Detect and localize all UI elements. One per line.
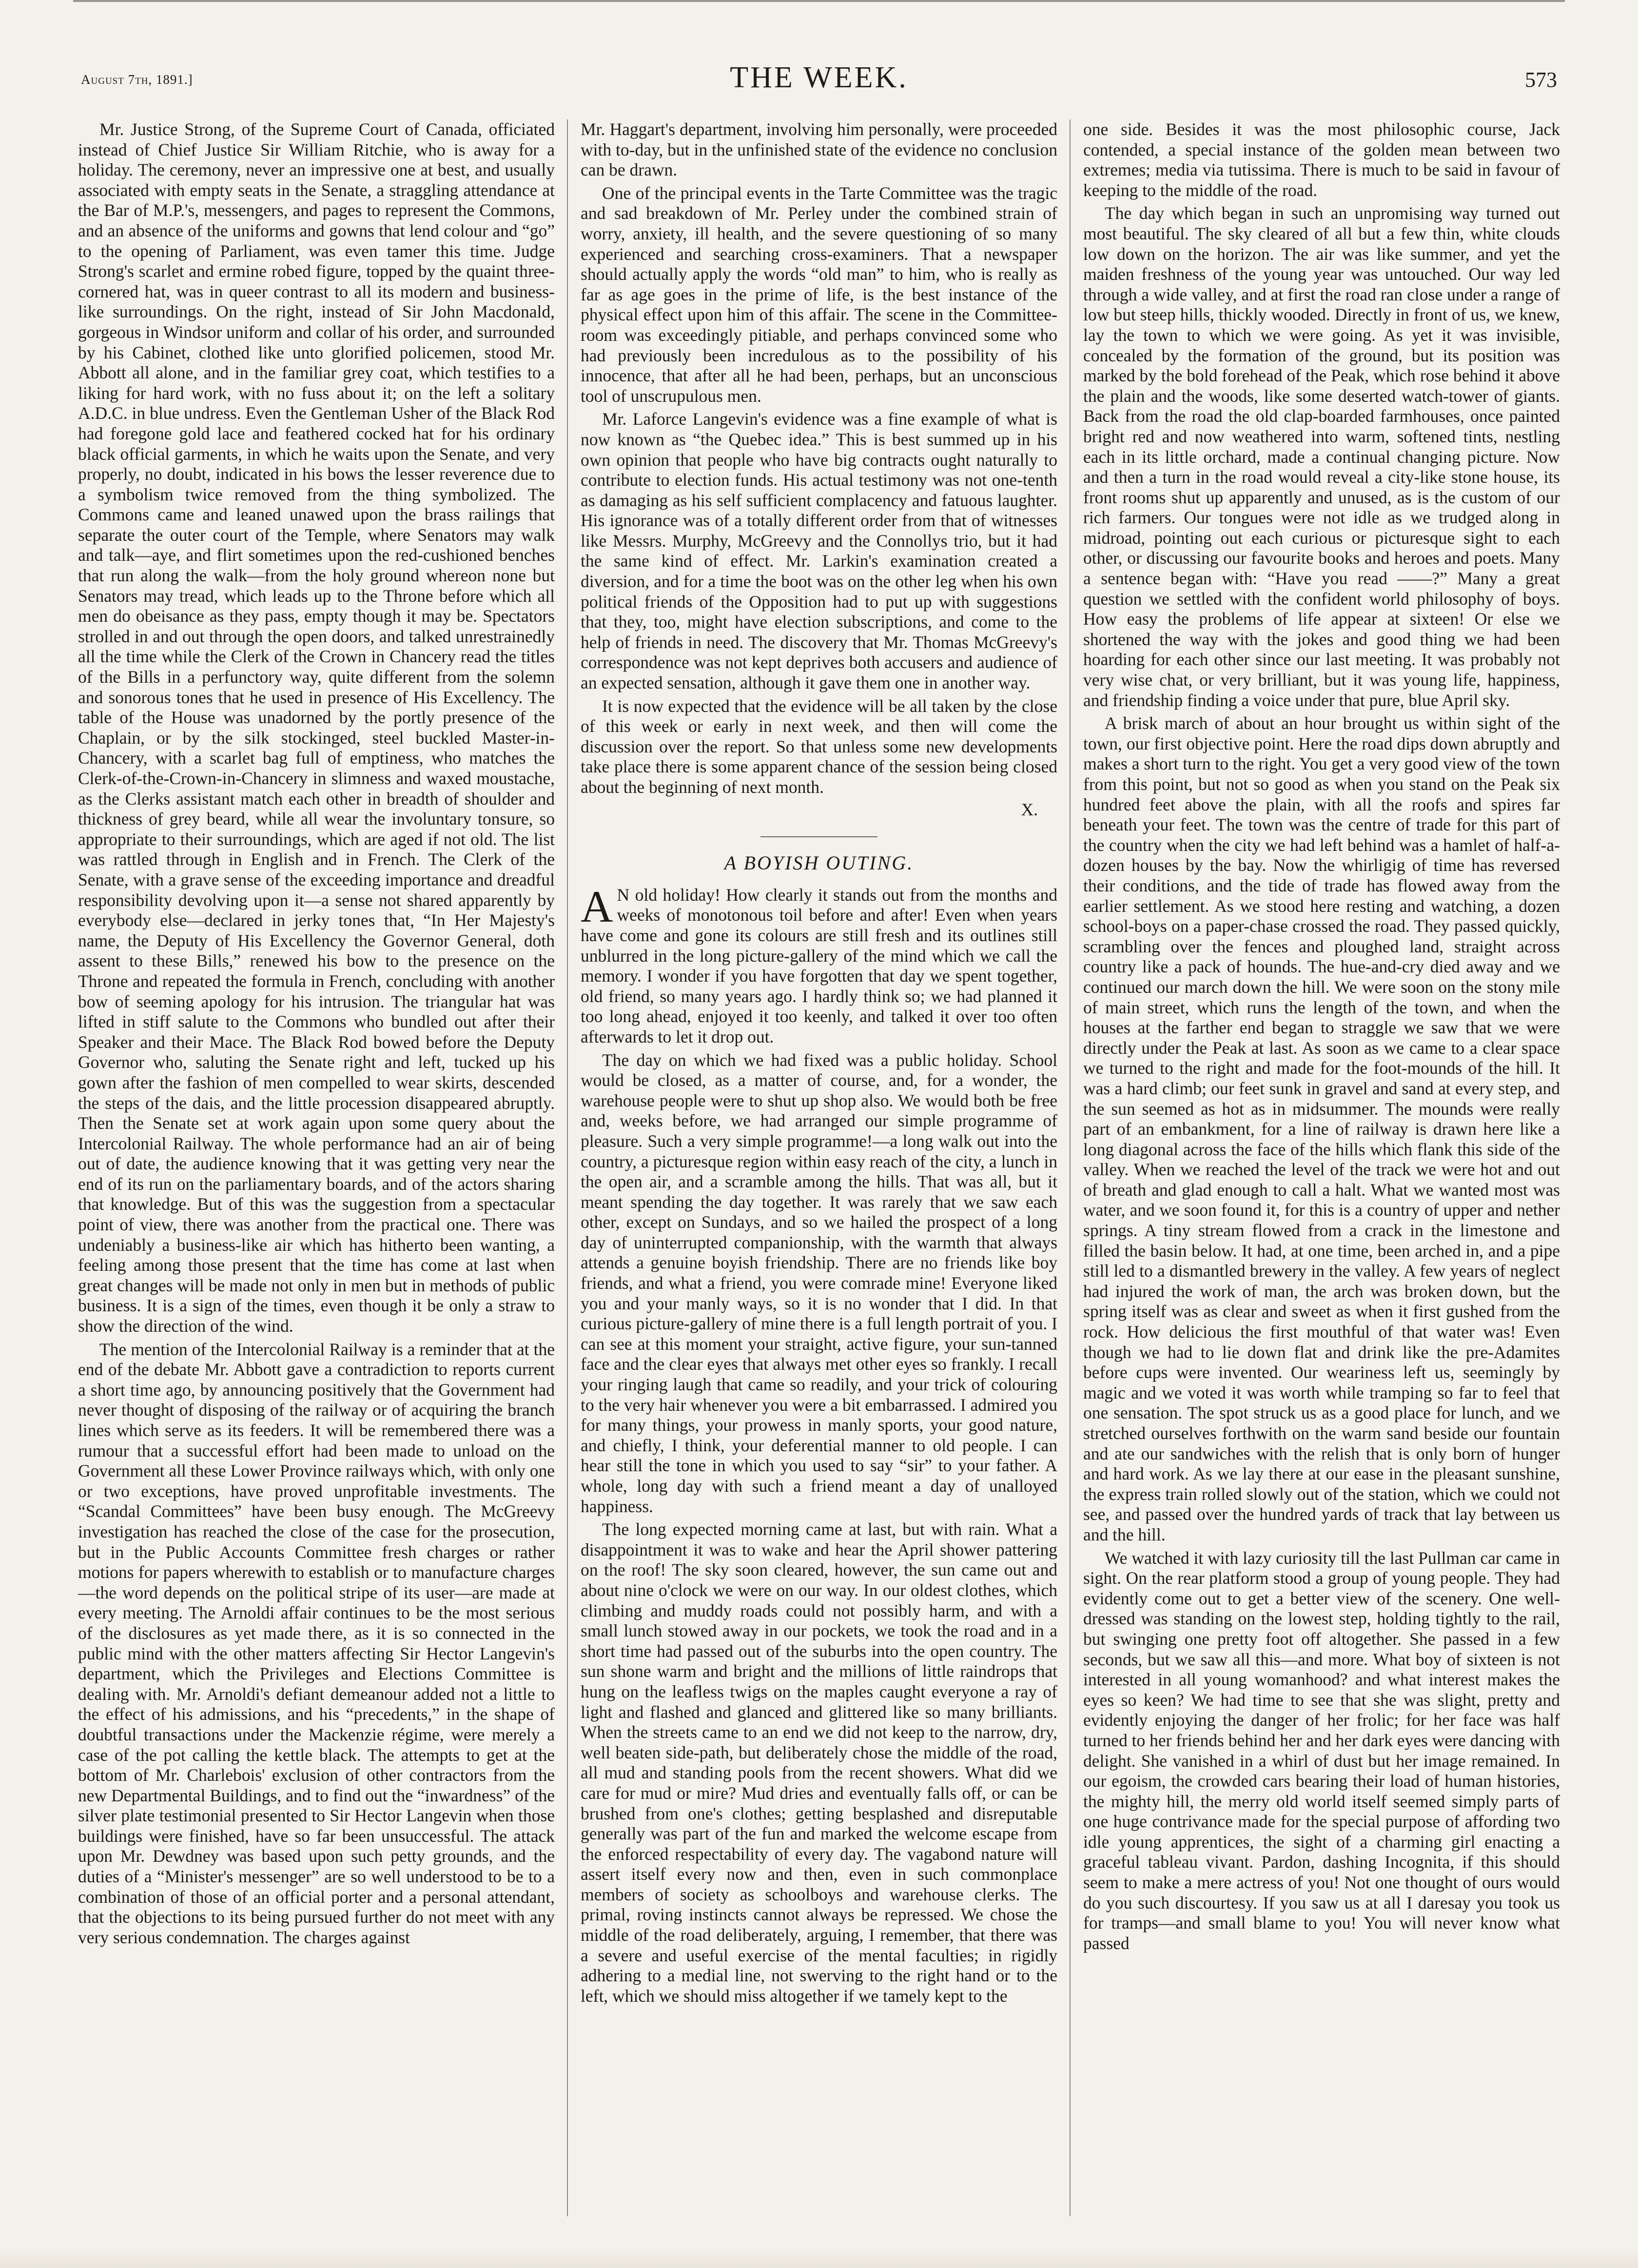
- paragraph: A brisk march of about an hour brought us within sight of the town, our first objective point. Here the road dips down abruptly and makes a short turn to the right. You get a very good view of the town from this point, but not so good as when you stand on the Peak six hundred feet above the plain, with all the roofs and spires far beneath your feet. The town was the centre of trade for this part of the country when the city we had left behind was a hamlet of half-a-dozen houses by the bay. Now the whirligig of time has reversed their conditions, and the tide of trade has flowed away from the earlier settlement. As we stood here resting and watching, a dozen school-boys on a paper-chase crossed the road. They passed quickly, scrambling over the fences and ploughed land, straight across country like a pack of hounds. The hue-and-cry died away and we continued our march down the hill. We were soon on the stony mile of main street, which runs the length of the town, and when the houses at the farther end began to straggle we saw that we were directly under the Peak at last. As soon as we came to a clear space we turned to the right and made for the foot-mounds of the hill. It was a hard climb; our feet sunk in gravel and sand at every step, and the sun seemed as hot as in midsummer. The mounds were really part of an embankment, for a line of railway is drawn here like a long diagonal across the face of the hills which flank this side of the valley. When we reached the level of the track we were hot and out of breath and glad enough to call a halt. What we wanted most was water, and we soon found it, for this is a country of upper and nether springs. A tiny stream flowed from a crack in the limestone and filled the basin below. It had, at one time, been arched in, and a pipe still led to a dismantled brewery in the valley. A few years of neglect had injured the work of man, the arch was broken down, but the spring itself was as clear and sweet as when it first gushed from the rock. How delicious the first mouthful of that water was! Even though we had to lie down flat and drink like the pre-Adamites before cups were invented. Our weariness left us, seemingly by magic and we voted it was worth while tramping so far to feel that one sensation. The spot struck us as a good place for lunch, and we stretched ourselves forthwith on the warm sand beside our fountain and ate our sandwiches with the relish that is only born of hunger and hard work. As we lay there at our ease in the pleasant sunshine, the express train rolled slowly out of the station, which we could not see, and passed over the hundred yards of track that lay between us and the hill.: [1083, 713, 1560, 1544]
- paragraph: Mr. Laforce Langevin's evidence was a fine example of what is now known as “the Quebec idea.” This is best summed up in his own opinion that people who have big contracts ought naturally to contribute to election funds. His actual testimony was not one-tenth as damaging as his self sufficient complacency and fatuous laughter. His ignorance was of a totally different order from that of witnesses like Messrs. Murphy, McGreevy and the Connollys trio, but it had the same kind of effect. Mr. Larkin's examination created a diversion, and for a time the boot was on the other leg when his own political friends of the Opposition had to put up with suggestions that they, too, might have election subscriptions, and come to the help of friends in need. The discovery that Mr. Thomas McGreevy's correspondence was not kept deprives both accusers and audience of an expected sensation, although it gave them one in another way.: [581, 409, 1057, 693]
- page-bottom-edge: [0, 2248, 1638, 2268]
- author-signature: X.: [1021, 799, 1038, 819]
- column-2: [581, 119, 1057, 2236]
- column-3: [1083, 119, 1560, 2236]
- paragraph: One of the principal events in the Tarte Committee was the tragic and sad breakdown of Mr. Perley under the combined strain of worry, anxiety, ill health, and the severe questioning of so many experienced and searching cross-examiners. That a newspaper should actually apply the words “old man” to him, who is really as far as age goes in the prime of life, is the best instance of the physical effect upon him of this affair. The scene in the Committee-room was exceedingly pitiable, and perhaps convinced some who had previously been incredulous as to the possibility of his innocence, that after all he had been, perhaps, but an unconscious tool of unscrupulous men.: [581, 183, 1057, 406]
- paragraph: We watched it with lazy curiosity till the last Pullman car came in sight. On the rear platform stood a group of young people. They had evidently come out to get a better view of the scenery. One well-dressed was standing on the lowest step, holding tightly to the rail, but swinging one pretty foot off altogether. She passed in a few seconds, but we saw all this—and more. What boy of sixteen is not interested in all young womanhood? and what interest makes the eyes so keen? We had time to see that she was slight, pretty and evidently enjoying the danger of her frolic; for her face was half turned to her friends behind her and her dark eyes were dancing with delight. She vanished in a whirl of dust but her image remained. In our egoism, the crowded cars bearing their load of human histories, the mighty hill, the merry old world itself seemed simply parts of one huge contrivance made for the special purpose of affording two idle young apprentices, the sight of a charming girl enacting a graceful tableau vivant. Pardon, dashing Incognita, if this should seem to make a mere actress of you! Not one thought of ours would do you such discourtesy. If you saw us at all I daresay you took us for tramps—and small blame to you! You will never know what passed: [1083, 1548, 1560, 1953]
- article-first-paragraph: [581, 881, 1057, 1047]
- page-header: [73, 55, 1565, 113]
- publication-title: THE WEEK.: [730, 61, 908, 94]
- paragraph: The day which began in such an unpromising way turned out most beautiful. The sky cleared of all but a few thin, white clouds low down on the horizon. The air was like summer, and yet the maiden freshness of the young year was untouched. Our way led through a wide valley, and at first the road ran close under a range of low but steep hills, thickly wooded. Directly in front of us, we knew, lay the town to which we were going. As yet it was invisible, concealed by the formation of the ground, but its position was marked by the bold forehead of the Peak, which rose behind it above the plain and the woods, like some deserted watch-tower of giants. Back from the road the old clap-boarded farmhouses, once painted bright red and now weathered into warm, softened tints, nestling each in its little orchard, made a continual changing picture. Now and then a turn in the road would reveal a city-like stone house, its front rooms shut up apparently and unused, as is the custom of our rich farmers. Our tongues were not idle as we trudged along in midroad, pointing out each curious or picturesque sight to each other, or discussing our favourite books and heroes and poets. Many a sentence began with: “Have you read ——?” Many a great question we settled with the confident world philosophy of boys. How easy the problems of life appear at sixteen! Or else we shortened the way with the jokes and good thing we had been hoarding for each other since our last meeting. It was probably not very wise chat, or very brilliant, but it was young life, happiness, and friendship finding a voice under that pure, blue April sky.: [1083, 203, 1560, 710]
- top-rule: [73, 0, 1565, 2]
- first-paragraph-text: N old holiday! How clearly it stands out from the months and weeks of monotonous toil before and after! Even when years have come and gone its colours are still fresh and its outlines still unblurred in the long picture-gallery of the mind which we call the memory. I wonder if you have forgotten that day we spent together, old friend, so many years ago. I hardly think so; we had planned it too long ahead, enjoyed it too keenly, and talked it over too often afterwards to let it drop out.: [581, 885, 1057, 1046]
- section-divider: [760, 836, 878, 837]
- text-columns: [78, 119, 1560, 2236]
- page-number: 573: [1525, 68, 1557, 92]
- paragraph: It is now expected that the evidence will be all taken by the close of this week or early in next week, and then will come the discussion over the report. So that unless some new developments take place there is some apparent chance of the session being closed about the beginning of next month.: [581, 696, 1057, 797]
- paragraph: Mr. Haggart's department, involving him personally, were proceeded with to-day, but in the unfinished state of the evidence no conclusion can be drawn.: [581, 119, 1057, 180]
- paragraph: The mention of the Intercolonial Railway is a reminder that at the end of the debate Mr. Abbott gave a contradiction to reports current a short time ago, by announcing positively that the Government had never thought of disposing of the railway or of acquiring the branch lines which serve as its feeders. It will be remembered there was a rumour that a successful effort had been made to unload on the Government all these Lower Province railways which, with only one or two exceptions, have proved unprofitable investments. The “Scandal Committees” have been busy enough. The McGreevy investigation has reached the close of the case for the prosecution, but in the Public Accounts Committee fresh charges or rather motions for papers wherewith to establish or to manufacture charges—the word depends on the political stripe of its user—are made at every meeting. The Arnoldi affair continues to be the most serious of the disclosures as yet made there, as it is so connected in the public mind with the other matters affecting Sir Hector Langevin's department, which the Privileges and Elections Committee is dealing with. Mr. Arnoldi's defiant demeanour added not a little to the effect of his admissions, and his “precedents,” in the shape of doubtful transactions under the Mackenzie régime, were merely a case of the pot calling the kettle black. The attempts to get at the bottom of Mr. Charlebois' exclusion of other contractors from the new Departmental Buildings, and to find out the “inwardness” of the silver plate testimonial presented to Sir Hector Langevin when those buildings were finished, have so far been unsuccessful. The attack upon Mr. Dewdney was based upon such petty grounds, and the duties of a “Minister's messenger” are so well understood to be to a combination of those of an official porter and a personal attendant, that the objections to its being pursued further do not meet with any very serious condemnation. The charges against: [78, 1339, 555, 1947]
- paragraph: The long expected morning came at last, but with rain. What a disappointment it was to wake and hear the April shower pattering on the roof! The sky soon cleared, however, the sun came out and about nine o'clock we were on our way. In our oldest clothes, which climbing and muddy roads could not possibly harm, and with a small lunch stowed away in our pockets, we took the road and in a short time had passed out of the suburbs into the open country. The sun shone warm and bright and the millions of little raindrops that hung on the leafless twigs on the maples caught everyone a ray of light and flashed and glanced and glittered like so many brilliants. When the streets came to an end we did not keep to the narrow, dry, well beaten side-path, but deliberately chose the middle of the road, all mud and standing pools from the recent showers. What did we care for mud or mire? Mud dries and eventually falls off, or can be brushed from one's clothes; getting besplashed and disreputable generally was part of the fun and marked the welcome escape from the enforced respectability of every day. The vagabond nature will assert itself every now and then, even in such commonplace members of society as schoolboys and warehouse clerks. The primal, roving instincts cannot always be repressed. We chose the middle of the road deliberately, arguing, I remember, that there was a severe and useful exercise of the mental faculties; in rigidly adhering to a medial line, not swerving to the right hand or to the left, which we should miss altogether if we tamely kept to the: [581, 1519, 1057, 2006]
- paragraph: Mr. Justice Strong, of the Supreme Court of Canada, officiated instead of Chief Justice Sir William Ritchie, who is away for a holiday. The ceremony, never an impressive one at best, and usually associated with empty seats in the Senate, a straggling attendance at the Bar of M.P.'s, messengers, and pages to represent the Commons, and an absence of the uniforms and gowns that lend colour and “go” to the opening of Parliament, was even tamer this time. Judge Strong's scarlet and ermine robed figure, topped by the quaint three-cornered hat, was in queer contrast to all its modern and business-like surroundings. On the right, instead of Sir John Macdonald, gorgeous in Windsor uniform and collar of his order, and surrounded by his Cabinet, clothed like unto glorified policemen, stood Mr. Abbott all alone, and in the familiar grey coat, which testifies to a liking for hard work, with no fuss about it; on the left a solitary A.D.C. in blue undress. Even the Gentleman Usher of the Black Rod had foregone gold lace and feathered cocked hat for his ordinary black official garments, in which he waits upon the Senate, and very properly, no doubt, indicated in his bows the lesser reverence due to a symbolism twice removed from the thing symbolized. The Commons came and leaned unawed upon the brass railings that separate the outer court of the Temple, where Senators may walk and talk—aye, and flirt sometimes upon the red-cushioned benches that run along the walk—from the holy ground whereon none but Senators may tread, which leads up to the Throne before which all men do obeisance as they pass, empty though it may be. Spectators strolled in and out through the open doors, and talked unrestrainedly all the time while the Clerk of the Crown in Chancery read the titles of the Bills in a perfunctory way, quite different from the solemn and sonorous tones that he used in presence of His Excellency. The table of the House was unadorned by the portly presence of the Chaplain, or by the silk stockinged, steel buckled Master-in-Chancery, with a scarlet bag full of emptiness, who matches the Clerk-of-the-Crown-in-Chancery in slimness and waxed moustache, as the Clerks assistant match each other in breadth of shoulder and thickness of grey beard, while all wear the involuntary tonsure, so appropriate to their surroundings, which are aged if not old. The list was rattled through in English and in French. The Clerk of the Senate, with a grave sense of the exceeding importance and dreadful responsibility devolving upon it—a sense not shared apparently by everybody else—declared in jerky tones that, “In Her Majesty's name, the Deputy of His Excellency the Governor General, doth assent to these Bills,” renewed his bow to the presence on the Throne and repeated the formula in French, concluding with another bow of seeming apology for his intrusion. The triangular hat was lifted in stiff salute to the Commons who bundled out after their Speaker and their Mace. The Black Rod bowed before the Deputy Governor who, saluting the Senate right and left, tucked up his gown after the fashion of men compelled to wear skirts, descended the steps of the dais, and the little procession disappeared abruptly. Then the Senate set at work again upon some query about the Intercolonial Railway. The whole performance had an air of being out of date, the audience knowing that it was getting very near the end of its run on the parliamentary boards, and of the actors sharing that knowledge. But of this was the suggestion from a spectacular point of view, there was another from the practical one. There was undeniably a business-like air which has hitherto been wanting, a feeling among those present that the time has come at last when great changes will be made not only in men but in methods of public business. It is a sign of the times, even though it be only a straw to show the direction of the wind.: [78, 119, 555, 1336]
- column-1: [78, 119, 555, 2236]
- paragraph: one side. Besides it was the most philosophic course, Jack contended, a special instance of the golden mean between two extremes; media via tutissima. There is much to be said in favour of keeping to the middle of the road.: [1083, 119, 1560, 200]
- paragraph: The day on which we had fixed was a public holiday. School would be closed, as a matter of course, and, for a wonder, the warehouse people were to shut up shop also. We would both be free and, weeks before, we had arranged our simple programme of pleasure. Such a very simple programme!—a long walk out into the country, a picturesque region within easy reach of the city, a lunch in the open air, and a scramble among the hills. That was all, but it meant spending the day together. It was rarely that we saw each other, except on Sundays, and so we hailed the prospect of a long day of uninterrupted companionship, with the warmth that always attends a genuine boyish friendship. There are no friends like boy friends, and what a friend, you were comrade mine! Everyone liked you and your manly ways, so it is no wonder that I did. In that curious picture-gallery of mine there is a full length portrait of you. I can see at this moment your straight, active figure, your sun-tanned face and the clear eyes that always met other eyes so frankly. I recall your ringing laugh that came so readily, and your trick of colouring to the very hair whenever you were a bit embarrassed. I admired you for many things, your prowess in manly sports, your good nature, and chiefly, I think, your deferential manner to old people. I can hear still the tone in which you used to say “sir” to your father. A whole, long day with such a friend meant a day of unalloyed happiness.: [581, 1050, 1057, 1516]
- drop-cap: A: [581, 881, 613, 931]
- issue-date: August 7th, 1891.]: [81, 72, 193, 87]
- article-title: A BOYISH OUTING.: [724, 852, 914, 874]
